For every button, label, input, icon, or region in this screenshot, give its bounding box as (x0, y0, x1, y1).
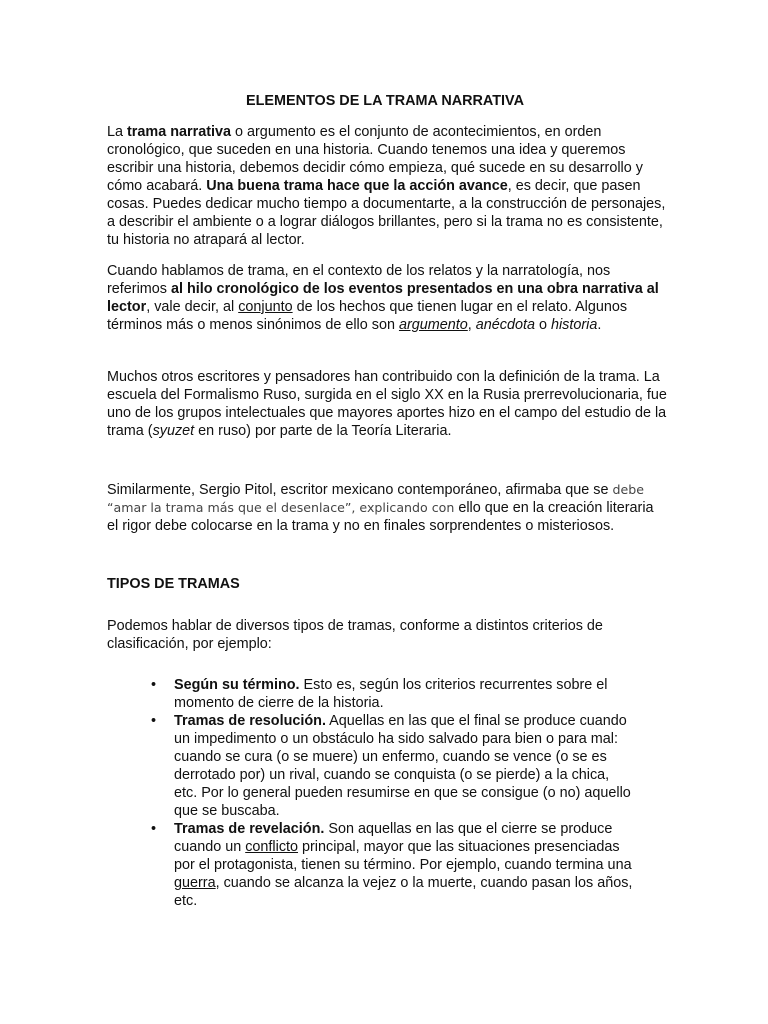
item-text: Aquellas en las que el final se produce cuando un impedimento o un obstáculo ha sido salvado para bien o para mal: cuando se cura (o se muere) un enfermo, cuando se vence (o se es derrotado por) un rival, cuando se conquista (o se pierde) a la chica, etc. Por lo general pueden resumirse en que se consigue (o no) aquello que se buscaba. (174, 713, 631, 819)
types-list (107, 676, 667, 910)
italic-term: anécdota (475, 317, 535, 333)
link-conjunto[interactable]: conjunto (238, 299, 293, 315)
item-text: , cuando se alcanza la vejez o la muerte, cuando pasan los años, etc. (174, 875, 633, 909)
quoted-text: debe “amar la trama más que el desenlace”, explicando con (107, 482, 644, 515)
text: Muchos otros escritores y pensadores han contribuido con la definición de la trama. La escuela del Formalismo Ruso, surgida en el siglo XX en la Rusia prerrevolucionaria, fue uno de los grupos intelectuales que mayores aportes hizo en el campo del estudio de la trama ( (107, 369, 667, 439)
document-title: ELEMENTOS DE LA TRAMA NARRATIVA (246, 93, 524, 109)
item-title: Tramas de resolución. (174, 713, 326, 729)
bold-phrase: Una buena trama hace que la acción avance (206, 178, 508, 194)
bold-phrase: al hilo cronológico de los eventos presentados en una obra narrativa al lector (107, 281, 659, 315)
bullet-icon: • (151, 677, 157, 693)
section-heading: TIPOS DE TRAMAS (107, 576, 240, 592)
paragraph-pitol (107, 481, 667, 535)
list-item (107, 712, 636, 820)
link-conflicto[interactable]: conflicto (245, 839, 299, 855)
link-argumento[interactable]: argumento (398, 317, 468, 333)
paragraph-intro-types: Podemos hablar de diversos tipos de tramas, conforme a distintos criterios de clasificación, por ejemplo: (107, 618, 603, 652)
paragraph-definition (107, 123, 667, 249)
bullet-icon: • (151, 713, 157, 729)
item-title: Tramas de revelación. (174, 821, 325, 837)
text: ello que en la creación literaria el rigor debe colocarse en la trama y no en finales sorprendentes o misteriosos. (107, 500, 654, 534)
item-text: Son aquellas en las que el cierre se produce cuando un (174, 821, 613, 855)
text: , vale decir, al (146, 299, 239, 315)
bullet-icon: • (151, 821, 157, 837)
item-title: Según su término. (174, 677, 300, 693)
list-item (107, 820, 636, 910)
item-text: principal, mayor que las situaciones presenciadas por el protagonista, tienen su término. Por ejemplo, cuando termina una (174, 839, 632, 873)
text: La (107, 124, 128, 140)
text: o argumento es el conjunto de acontecimientos, en orden cronológico, que suceden en una historia. Cuando tenemos una idea y queremos escribir una historia, debemos decidir cómo empieza, qué sucede en su desarrollo y cómo acabará. (107, 124, 643, 194)
text: Similarmente, Sergio Pitol, escritor mexicano contemporáneo, afirmaba que se (107, 482, 613, 498)
text: Cuando hablamos de trama, en el contexto de los relatos y la narratología, nos referimos (107, 263, 611, 297)
text: de los hechos que tienen lugar en el relato. Algunos términos más o menos sinónimos de ello son (107, 299, 628, 333)
italic-term: syuzet (152, 423, 195, 439)
list-item (107, 676, 636, 712)
text: . (597, 317, 602, 333)
text: en ruso) por parte de la Teoría Literaria. (194, 423, 452, 439)
paragraph-context (107, 262, 667, 334)
text: o (534, 317, 551, 333)
paragraph-formalism (107, 368, 667, 440)
text: , es decir, que pasen cosas. Puedes dedicar mucho tiempo a documentarte, a la construcción de personajes, a describir el ambiente o a lograr diálogos brillantes, pero si la trama no es consistente, tu historia no atrapará al lector. (107, 178, 666, 248)
item-text: Esto es, según los criterios recurrentes sobre el momento de cierre de la historia. (174, 677, 608, 711)
italic-term: historia (550, 317, 598, 333)
bold-term: trama narrativa (127, 124, 232, 140)
link-guerra[interactable]: guerra (174, 875, 216, 891)
text: , (467, 317, 476, 333)
